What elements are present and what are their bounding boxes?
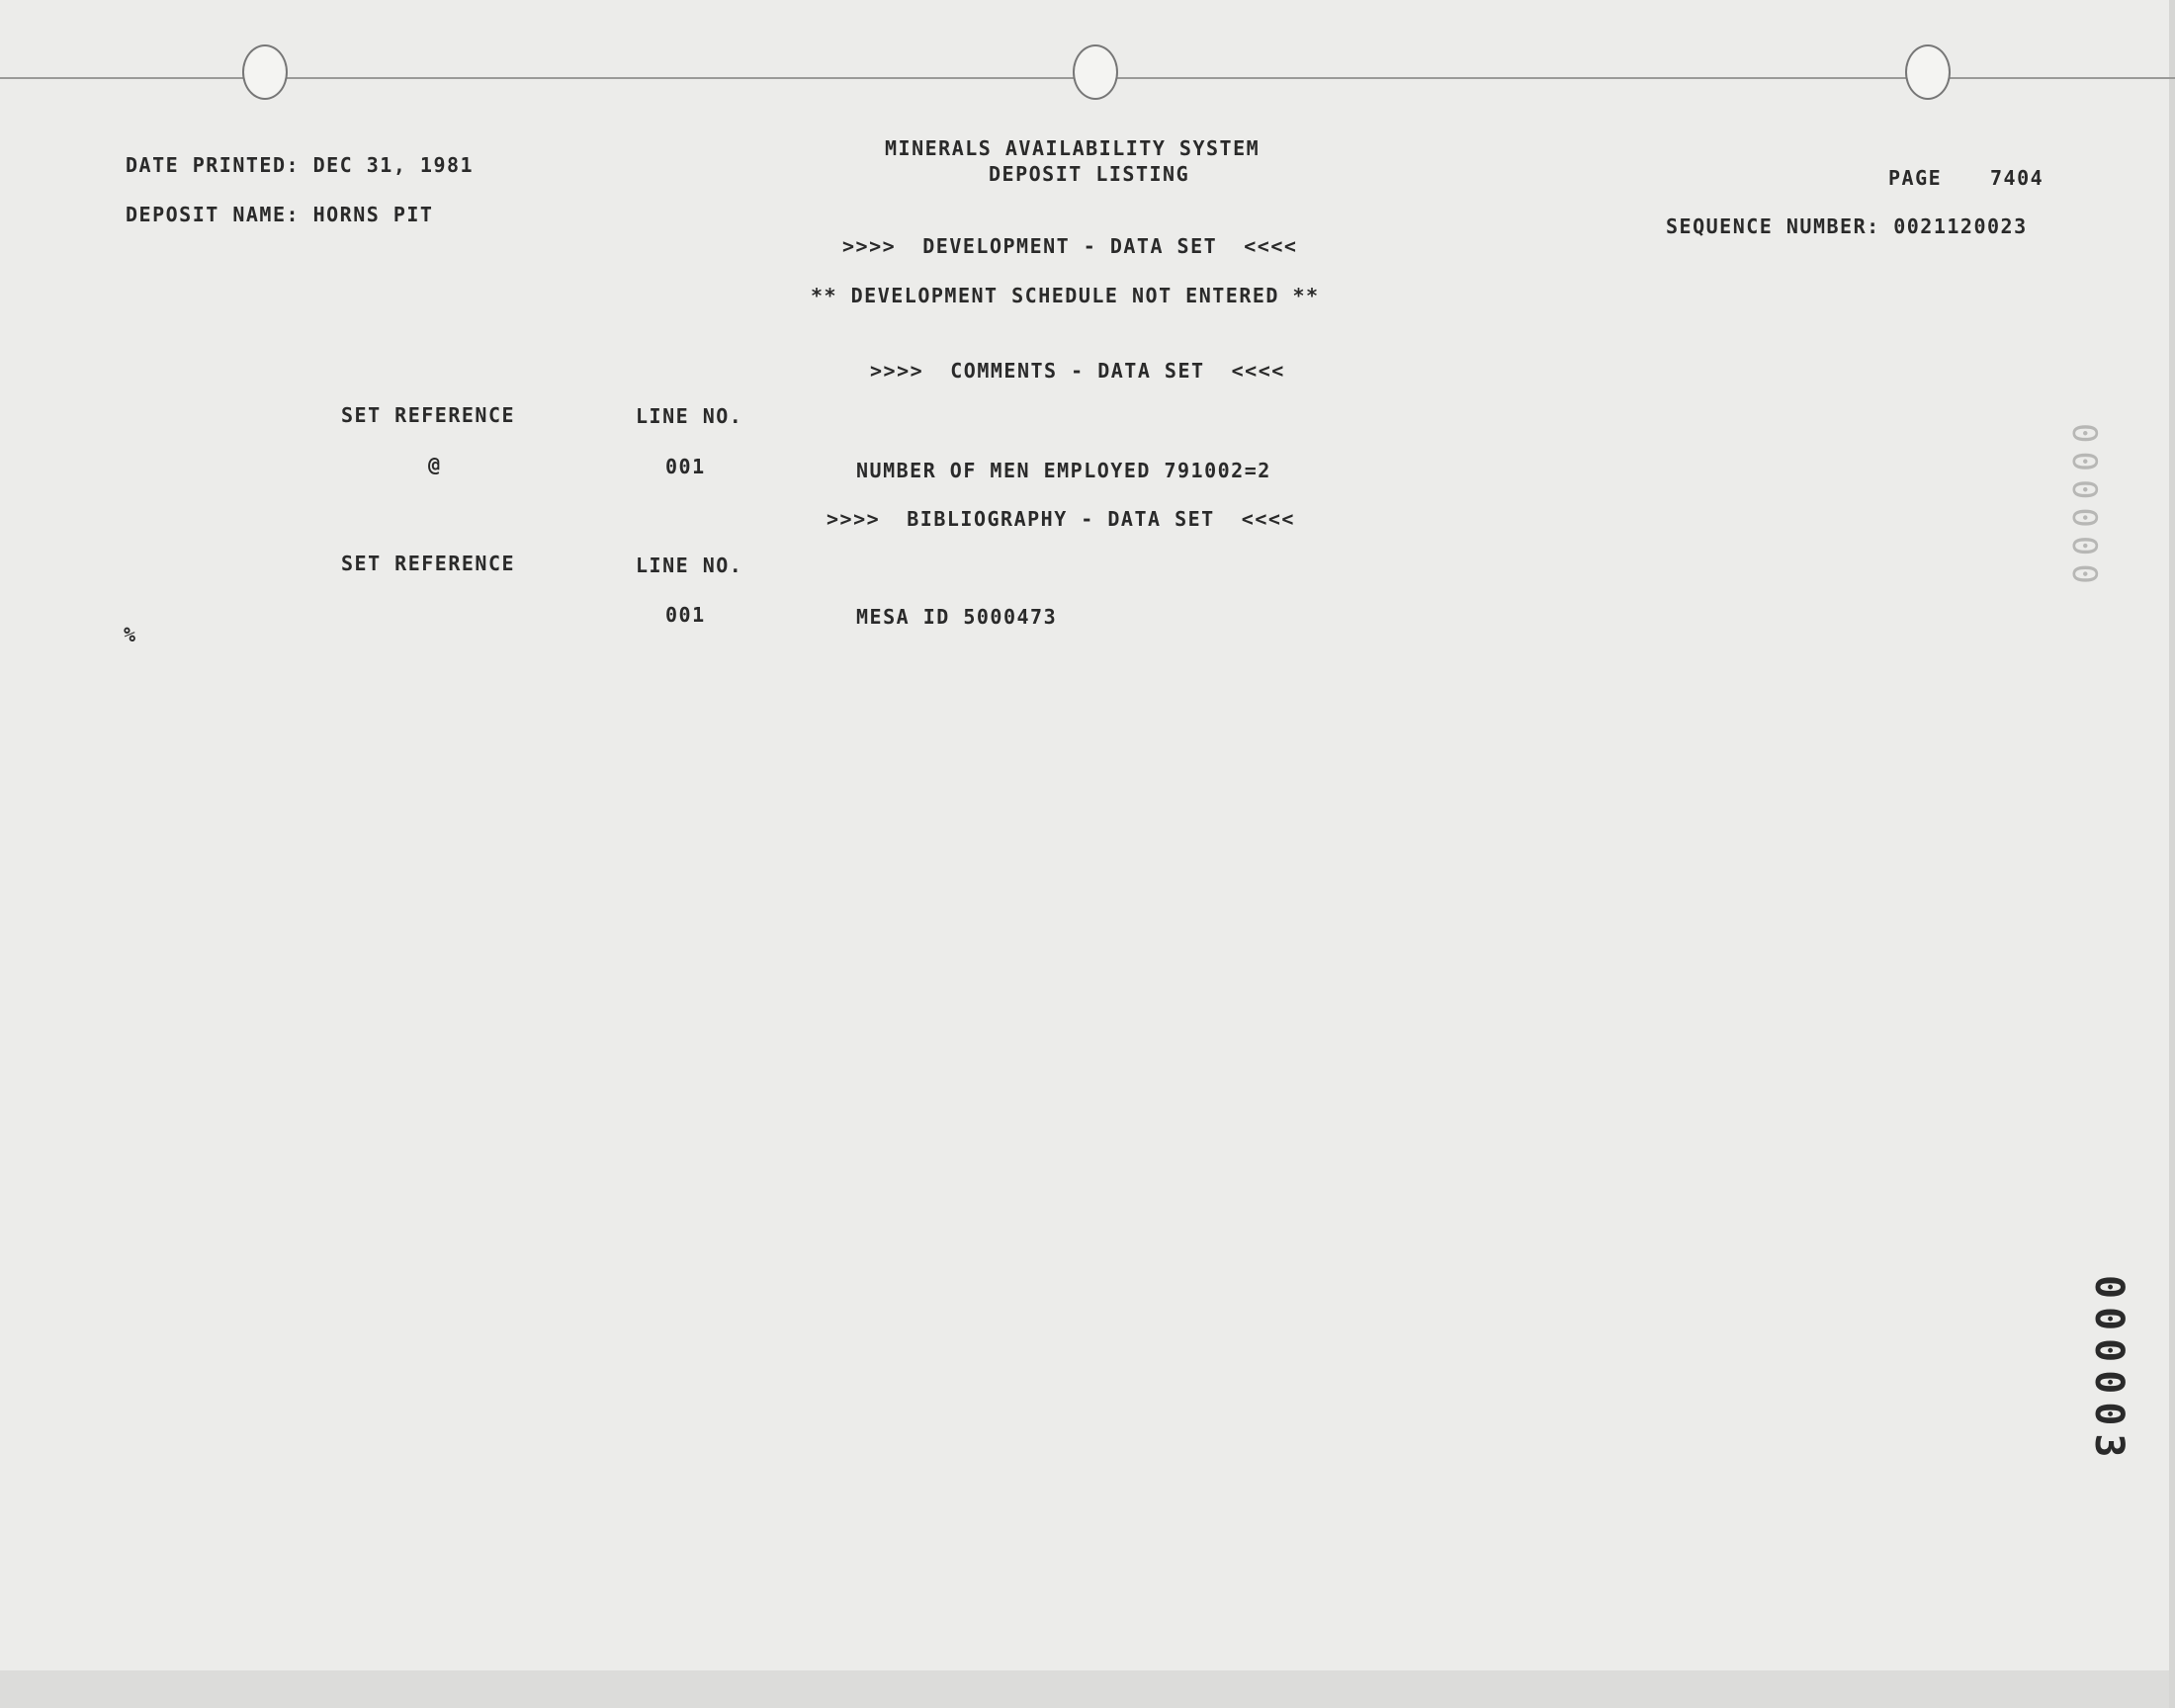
bibliography-heading: >>>> BIBLIOGRAPHY - DATA SET <<<< <box>826 507 1295 531</box>
dark-stamp-number: 000003 <box>2086 1275 2132 1466</box>
page-number: 7404 <box>1990 166 2044 190</box>
comments-col-set-reference: SET REFERENCE <box>341 403 516 427</box>
scan-right-shadow <box>2169 0 2175 1708</box>
bibliography-line-no-value: 001 <box>665 603 706 627</box>
page-label: PAGE <box>1888 166 1943 190</box>
bibliography-text: MESA ID 5000473 <box>856 605 1058 629</box>
comments-heading: >>>> COMMENTS - DATA SET <<<< <box>870 359 1285 383</box>
system-title: MINERALS AVAILABILITY SYSTEM <box>885 136 1261 160</box>
end-marker: % <box>124 623 137 646</box>
punch-hole-right <box>1905 44 1951 100</box>
comments-set-reference-value: @ <box>428 453 442 476</box>
bibliography-col-set-reference: SET REFERENCE <box>341 552 516 575</box>
development-note: ** DEVELOPMENT SCHEDULE NOT ENTERED ** <box>811 284 1320 307</box>
scan-bottom-shadow <box>0 1670 2175 1708</box>
development-heading: >>>> DEVELOPMENT - DATA SET <<<< <box>842 234 1298 258</box>
date-printed: DATE PRINTED: DEC 31, 1981 <box>126 153 475 177</box>
faint-stamp-number: 000000 <box>2064 423 2104 592</box>
punch-hole-left <box>242 44 288 100</box>
punch-hole-center <box>1073 44 1118 100</box>
deposit-name: DEPOSIT NAME: HORNS PIT <box>126 203 434 226</box>
comments-text: NUMBER OF MEN EMPLOYED 791002=2 <box>856 459 1271 482</box>
sequence-number: SEQUENCE NUMBER: 0021120023 <box>1666 214 2028 238</box>
listing-title: DEPOSIT LISTING <box>989 162 1190 186</box>
comments-col-line-no: LINE NO. <box>636 404 743 428</box>
comments-line-no-value: 001 <box>665 455 706 478</box>
bibliography-col-line-no: LINE NO. <box>636 554 743 577</box>
